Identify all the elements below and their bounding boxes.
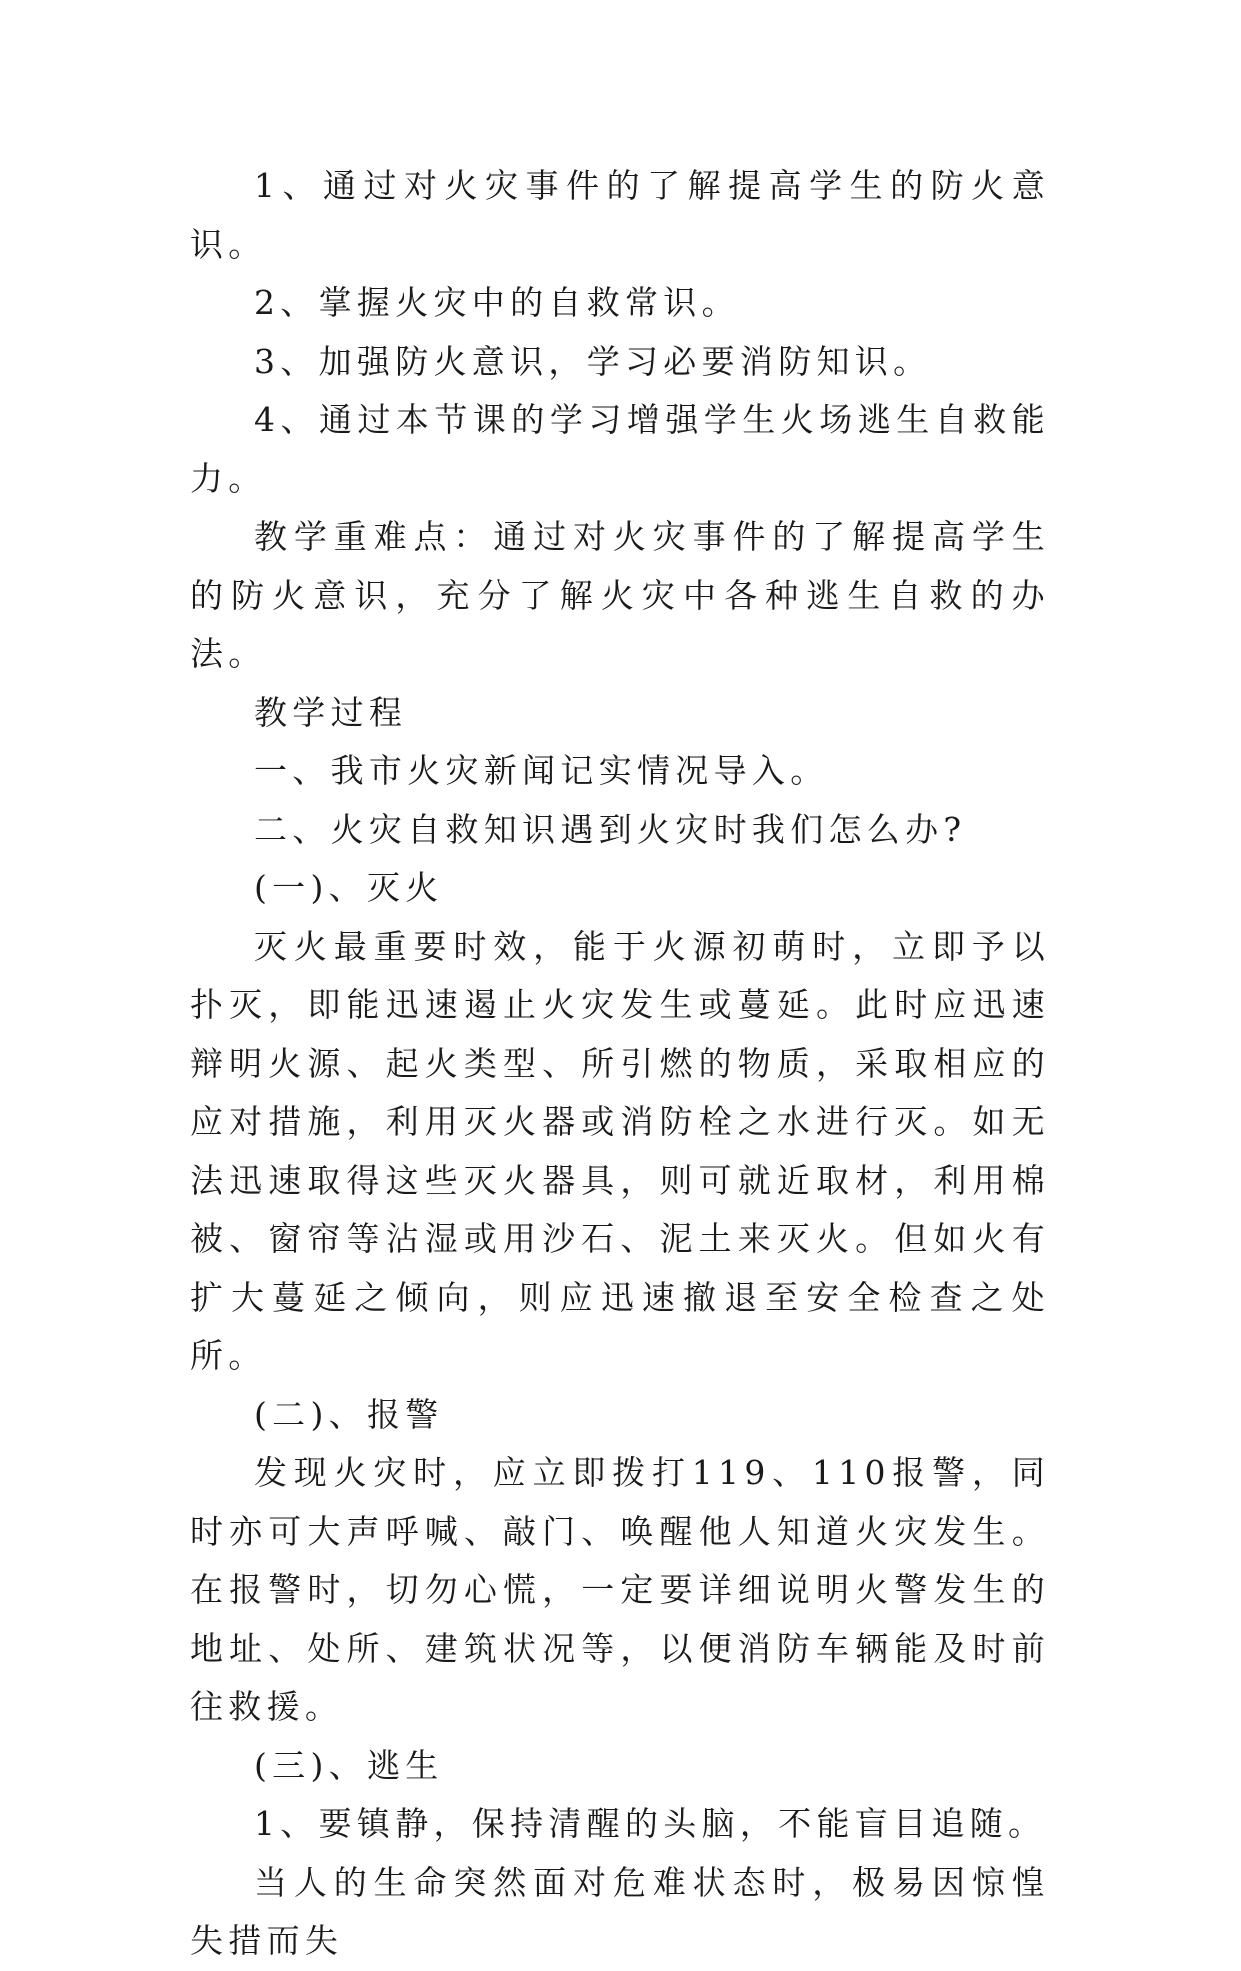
objective-1: 1、通过对火灾事件的了解提高学生的防火意识。: [190, 166, 1050, 264]
step-2-self-rescue: 二、火灾自救知识遇到火灾时我们怎么办?: [254, 809, 967, 849]
subheading-alarm: (二)、报警: [254, 1394, 444, 1434]
paragraph-extinguish: 灭火最重要时效，能于火源初萌时，立即予以扑灭，即能迅速遏止火灾发生或蔓延。此时应迅速辩明火源、起火类型、所引燃的物质，采取相应的应对措施，利用灭火器或消防栓之水进行灭。如无法迅速取得这些灭火器具，则可就近取材，利用棉被、窗帘等沾湿或用沙石、泥土来灭火。但如火有扩大蔓延之倾向，则应迅速撤退至安全检查之处所。: [190, 926, 1050, 1375]
objective-4: 4、通过本节课的学习增强学生火场逃生自救能力。: [190, 400, 1050, 498]
paragraph-alarm: 发现火灾时，应立即拨打119、110报警，同时亦可大声呼喊、敲门、唤醒他人知道火灾发生。在报警时，切勿心慌，一定要详细说明火警发生的地址、处所、建筑状况等，以便消防车辆能及时前往救援。: [190, 1453, 1050, 1726]
escape-point-1: 1、要镇静，保持清醒的头脑，不能盲目追随。: [254, 1804, 1047, 1843]
section-heading-process: 教学过程: [254, 692, 408, 732]
document-body: [190, 157, 1050, 1971]
key-difficulties: 教学重难点：通过对火灾事件的了解提高学生的防火意识，充分了解火灾中各种逃生自救的办法。: [190, 517, 1050, 673]
subheading-escape: (三)、逃生: [254, 1745, 444, 1785]
subheading-extinguish: (一)、灭火: [254, 868, 444, 907]
objective-2: 2、掌握火灾中的自救常识。: [254, 283, 740, 322]
step-1-intro: 一、我市火灾新闻记实情况导入。: [254, 751, 829, 790]
objective-3: 3、加强防火意识，学习必要消防知识。: [254, 341, 932, 381]
paragraph-escape: 当人的生命突然面对危难状态时，极易因惊惶失措而失: [190, 1862, 1050, 1960]
